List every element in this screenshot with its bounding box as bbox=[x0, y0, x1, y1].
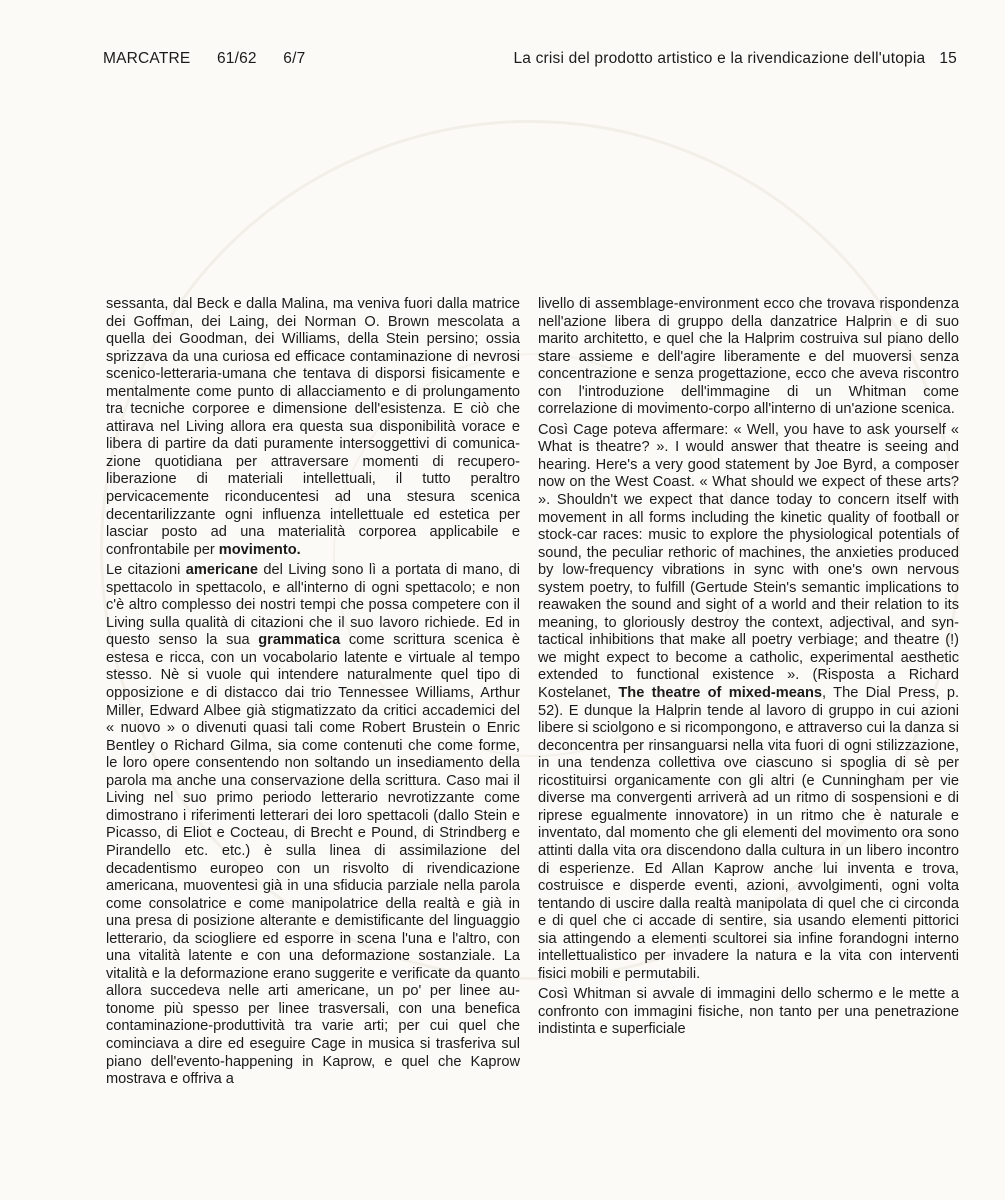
left-p1-text: sessanta, dal Beck e dalla Malina, ma veniva fuori dalla matrice dei Goffman, dei Laing, dei Norman O. Brown mescolata a quella dei Goodman, dei Williams, della Stein persino; ossia sprizzava da una curiosa ed efficace contaminazione di nevrosi scenico-letteraria-umana che tentava di disporsi fisicamente e mentalmente come punto di allacciamento e di prolungamento tra tecniche corporee e dimensione dell'esistenza. E ciò che attirava nel Living allora era questa sua disponibilità vorace e libera di partire da dati puramente intersoggettivi di comunicazione quotidiana per attraversare momenti di recupero-liberazione di materiali intellettuali, il tutto peraltro pervicacemente riconducentesi ad una stesura scenica decentarilizzante ogni influenza intellettuale ed estetica per lasciar posto ad una materialità corporea applicabile e confrontabile per bbox=[106, 296, 520, 558]
right-paragraph-1: livello di assemblage-environment ecco che trovava rispondenza nell'azione libera di gruppo della danzatrice Halprin e di suo marito architetto, e quel che la Halprim costruiva sul piano dello stare assieme e dell'agire liberamente e del muoversi senza concentrazione e senza progettazione, ecco che aveva riscontro con l'introduzione dell'immagine di un Whitman come correlazione di movimento-corpo all'interno di un'azione scenica. bbox=[538, 296, 959, 418]
right-paragraph-3: Così Whitman si avvale di immagini dello schermo e le mette a confronto con immagini fisiche, non tanto per una penetrazione indistinta e superficiale bbox=[538, 986, 959, 1038]
left-paragraph-1 bbox=[106, 296, 520, 559]
left-p2-c: del Living sono lì a portata di mano, di spettacolo in spettacolo, e all'interno di ogni spettacolo; e non c'è altro complesso dei nostri tempi che possa competere con il Living sulla qualità di citazioni che il suo lavoro richiede. Ed in questo senso la sua bbox=[106, 562, 520, 649]
left-column bbox=[106, 296, 520, 1089]
left-p2-bold-americane: americane bbox=[185, 562, 258, 579]
left-p2-bold-grammatica: grammatica bbox=[258, 632, 341, 649]
right-p2-a: Così Cage poteva affermare: « Well, you have to ask yourself « What is theatre? ». I would answer that theatre is seeing and hearing. Here's a very good statement by Joe Byrd, a composer now on the West Coast. « What should we expect of these arts? ». Shouldn't we expect that dance today to concern itself with movement in all forms including the kinetic quality of football or stock-car races: music to explore the physiological potentials of sound, the peculiar rethoric of machines, the anxieties produced by low-frequency vibrations in sync with one's own nervous system poetry, to fulfill (Gertude Stein's semantic implications to reawaken the sound and sight of a world and their relation to its meaning, to gloriously destroy the context, adjectival, and syntactical inhibitions that make all poetry verbiage; and theatre (!) we might expect to become a catholic, experimental aesthetic extended to functional existence ». (Risposta a Richard Kostelanet, bbox=[538, 421, 959, 702]
header-left bbox=[103, 50, 327, 68]
left-p2-d: come scrittura scenica è estesa e ricca, con un vocabolario latente e virtuale al tempo stesso. Nè si vuole qui intendere naturalmente quel tipo di opposizione e di distacco dai trio Tennessee Williams, Arthur Miller, Edward Albee già stigmatizzato da critici accademici del « nuovo » o divenuti quasi tali come Robert Brustein o Enric Bentley o Richard Gilma, sia come contenuti che come forme, le loro opere consentendo non soltando un insediamento della parola ma anche una conservazione della scrittura. Caso mai il Living nel suo primo periodo letterario nevrotizzante come dimostrano i riferimenti letterari dei loro spettacoli (dallo Stein e Picasso, di Eliot e Cocteau, di Brecht e Pound, di Strindberg e Pirandello etc. etc.) è sulla linea di assimilazione del decadentismo europeo con un risvolto di rivendicazione americana, muoventesi già in una sfiducia parziale nella parola come consolatrice e come manipolatrice della realtà e già in una presa di posizione alterante e demistificante del linguaggio letterario, da sciogliere ed esporre in scena l'una e l'altro, con una vitalità latente e con una deformazione sostanziale. La vitalità e la deformazione erano suggerite e verificate da quanto allora succedeva nelle arti americane, un po' per linee autonome più spesso per linee trasversali, con una benefica contaminazione-produttività tra varie arti; per cui quel che cominciava a dire ed eseguire Cage in musica si trasferiva sul piano dell'evento-happening in Kaprow, e quel che Kaprow mostrava e offriva a bbox=[106, 632, 520, 1088]
issue-part: 6/7 bbox=[283, 50, 306, 67]
page-number: 15 bbox=[939, 50, 957, 67]
left-paragraph-2 bbox=[106, 562, 520, 1088]
magazine-name: MARCATRE bbox=[103, 50, 191, 67]
left-p1-bold: movimento. bbox=[218, 541, 301, 558]
right-paragraph-2 bbox=[538, 422, 959, 984]
left-p2-a: Le citazioni bbox=[106, 562, 186, 579]
right-column bbox=[538, 296, 959, 1039]
issue-number: 61/62 bbox=[216, 50, 257, 67]
header-right bbox=[513, 50, 957, 68]
article-title: La crisi del prodotto artistico e la rivendicazione dell'utopia bbox=[513, 50, 926, 67]
right-p2-c: , The Dial Press, p. 52). E dunque la Halprin tende al lavoro di gruppo in cui azioni libere si sciolgono e si ricompongono, e attraverso cui la danza si deconcentra per rinsanguarsi nella vita fuori di ogni stilizzazione, in una tendenza collettiva ove ciascuno si spoglia di sè per ricostituirsi organicamente con gli altri (e Cunningham per vie diverse ma convergenti arriverà ad un ritmo di sospensioni e di riprese egualmente innovatore) in un ritmo che è naturale e inventato, dal momento che gli elementi del movimento ora sono attinti dalla vita ora discendono dalla cultura in un libero incontro di esperienze. Ed Allan Kaprow anche lui inventa e trova, costruisce e disperde eventi, azioni, avvolgimenti, ogni volta tentando di uscire dalla realtà manipolata di quel che ci circonda e di quel che ci accade di sentire, sia usando elementi pittorici sia attingendo a elementi scultorei sia infine forandogni interno intellettualistico per invadere la natura e la vita con interventi fisici mobili e permutabili. bbox=[538, 685, 960, 982]
right-p2-book-title: The theatre of mixed-means bbox=[618, 685, 823, 702]
